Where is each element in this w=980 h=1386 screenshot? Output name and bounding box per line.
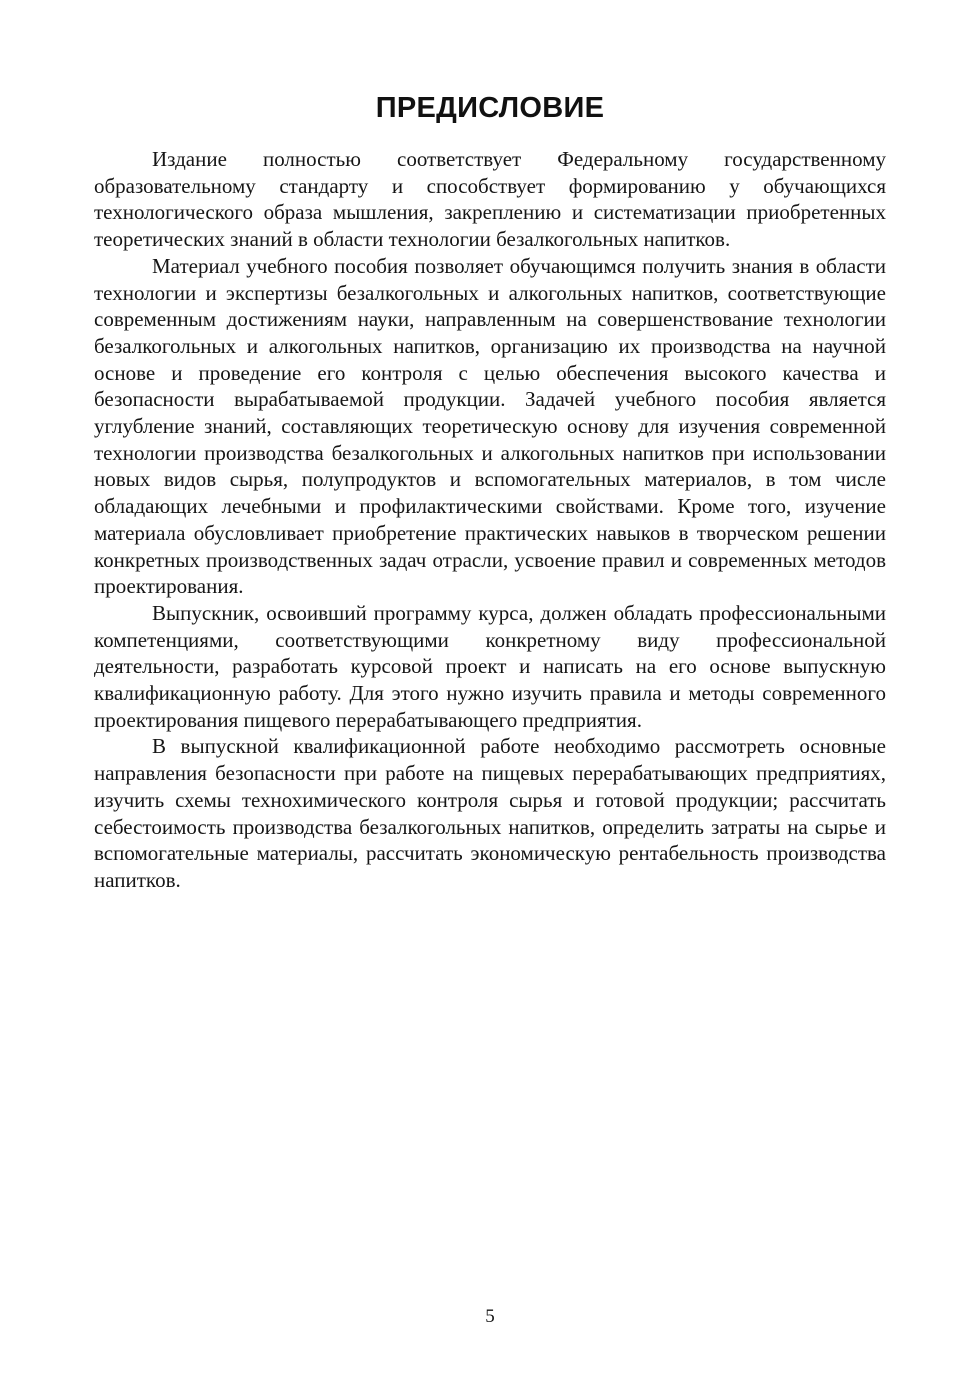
paragraph-2: Материал учебного пособия позволяет обучающимся получить знания в области технологии и экспертизы безалкогольных и алкогольных напитков, соответствующие современным достижениям науки, направленным на совершенствование технологии безалкогольных и алкогольных напитков, организацию их производства на научной основе и проведение его контроля с целью обеспечения высокого качества и безопасности вырабатываемой продукции. Задачей учебного пособия является углубление знаний, составляющих теоретическую основу для изучения современной технологии производства безалкогольных и алкогольных напитков при использовании новых видов сырья, полупродуктов и вспомогательных материалов, в том числе обладающих лечебными и профилактическими свойствами. Кроме того, изучение материала обусловливает приобретение практических навыков в творческом решении конкретных производственных задач отрасли, усвоение правил и современных методов проектирования. [94,253,886,599]
preface-body [94,146,886,894]
page-number: 5 [485,1306,495,1327]
paragraph-1: Издание полностью соответствует Федеральному государственному образовательному стандарту и способствует формированию у обучающихся технологического образа мышления, закреплению и систематизации приобретенных теоретических знаний в области технологии безалкогольных напитков. [94,147,886,252]
page-title: ПРЕДИСЛОВИЕ [375,92,605,124]
paragraph-4: В выпускной квалификационной работе необходимо рассмотреть основные направления безопасности при работе на пищевых перерабатывающих предприятиях, изучить схемы технохимического контроля сырья и готовой продукции; рассчитать себестоимость производства безалкогольных напитков, определить затраты на сырье и вспомогательные материалы, рассчитать экономическую рентабельность производства напитков. [94,734,886,892]
paragraph-3: Выпускник, освоивший программу курса, должен обладать профессиональными компетенциями, соответствующими конкретному виду профессиональной деятельности, разработать курсовой проект и написать на его основе выпускную квалификационную работу. Для этого нужно изучить правила и методы современного проектирования пищевого перерабатывающего предприятия. [94,600,886,732]
